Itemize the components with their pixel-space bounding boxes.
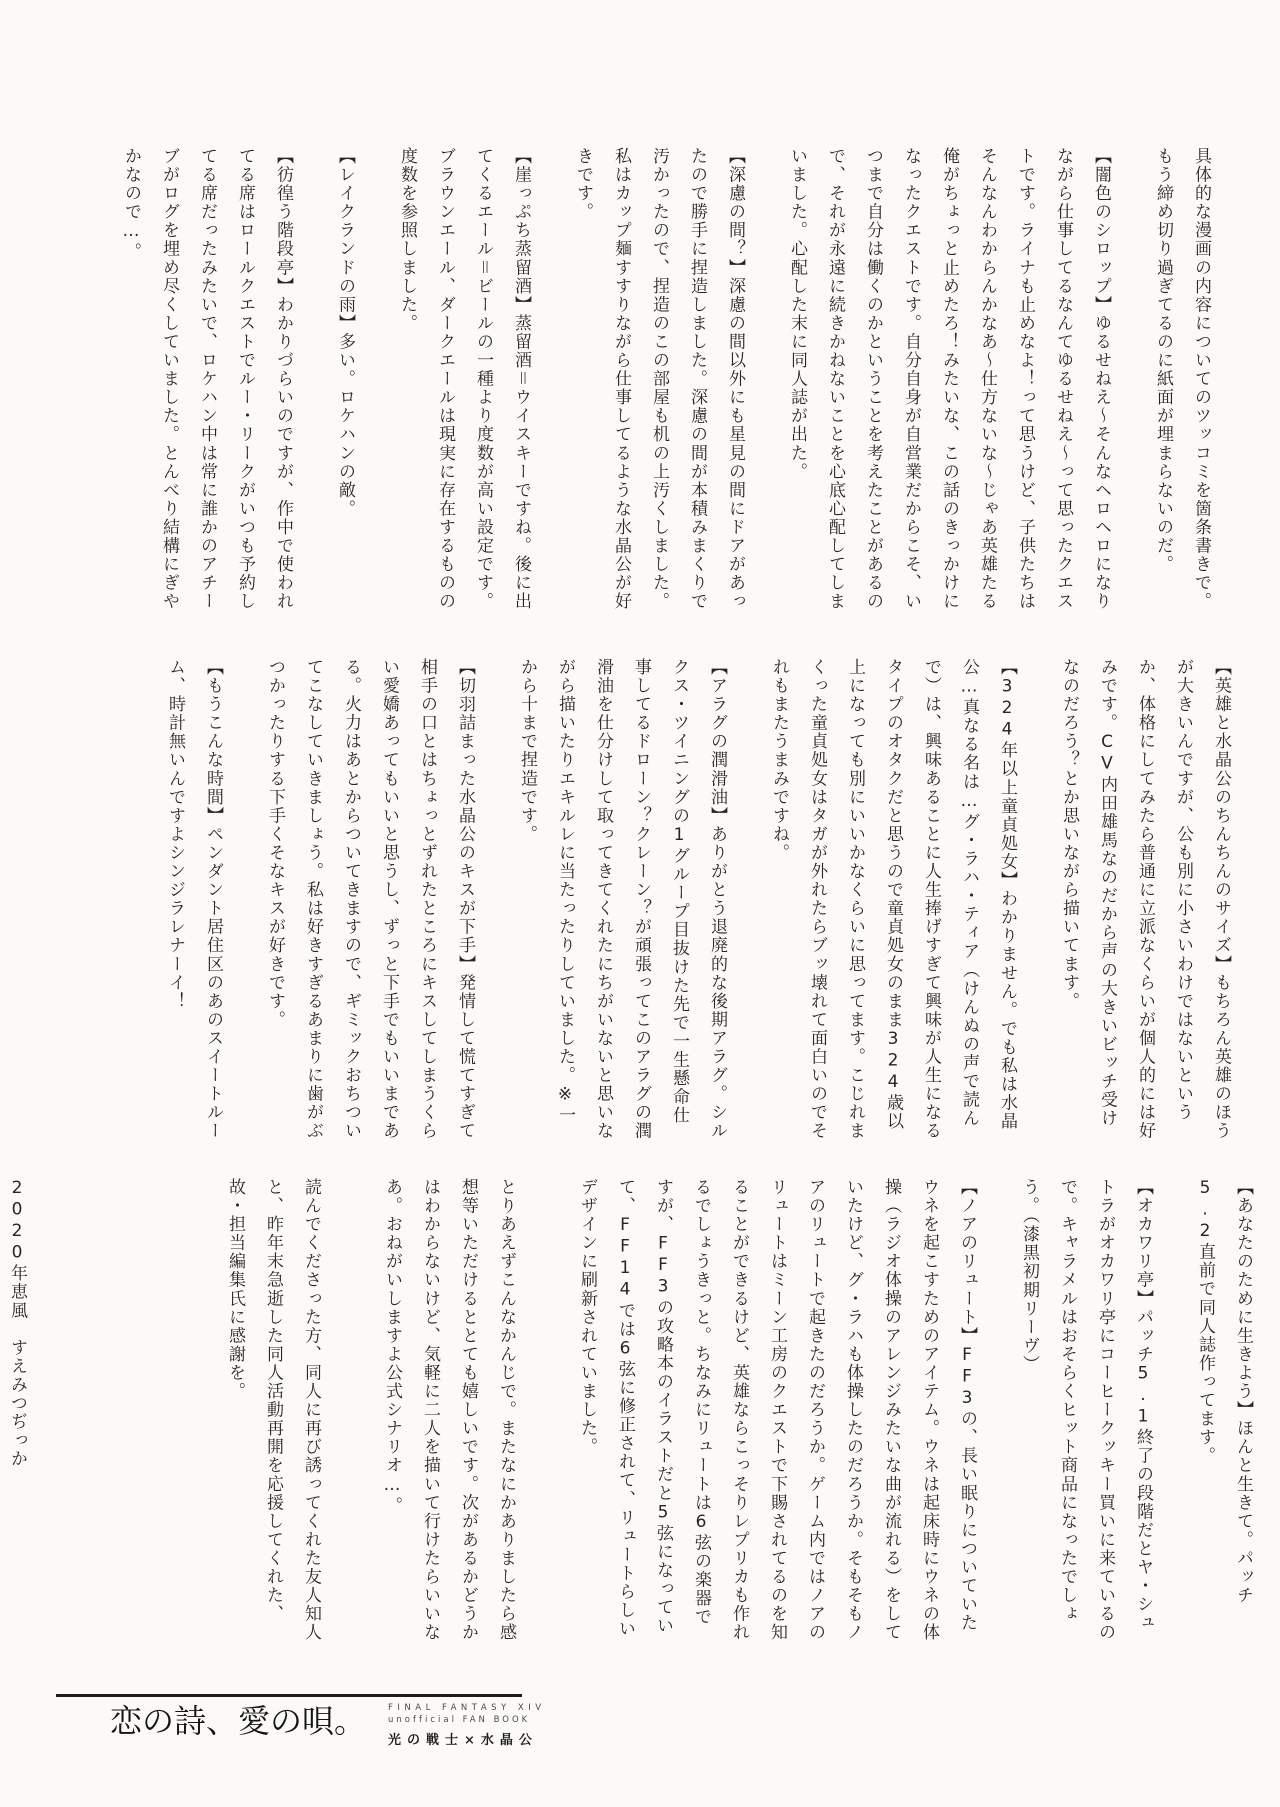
logo-divider-line (56, 1694, 522, 1697)
note-intro: 具体的な漫画の内容についてのツッコミを箇条書きで。もう締め切り過ぎてるのに紙面が埋まらないのだ。 (1153, 147, 1211, 611)
note-okawari-tei: 【オカワリ亭】パッチ5.1終了の段階だとヤ・シュトラがオカワリ亭にコーヒークッキー買いに来ているので。キャラメルはおそらくヒット商品になったでしょう。（漆黒初期リーヴ） (1019, 1178, 1153, 1642)
note-size-comparison: 【英雄と水晶公のちんちんのサイズ】もちろん英雄のほうが大きいんですが、公も別に小さいわけではないというか、体格にしてみたら普通に立派なくらいが個人的には好みです。CV内田雄馬なのだから声の大きいビッチ受けなのだろう？とか思いながら描いてます。 (1059, 658, 1231, 1141)
note-closing-remarks: とりあえずこんなかんじで。またなにかありましたら感想等いただけるととても嬉しいです。次があるかどうかはわからないけど、気軽に二人を描いて行けたらいいなあ。おねがいしますよ公式シナリオ…。 (382, 1178, 516, 1642)
book-title-logo: 恋の詩、愛の唄。 (110, 1702, 367, 1740)
note-acknowledgements: 読んでくださった方、同人に再び誘ってくれた友人知人と、昨年末急逝した同人活動再開を応援してくれた、故・担当編集氏に感謝を。 (225, 1178, 321, 1642)
note-noah-lute: 【ノアのリュート】FF3の、長い眠りについていたウネを起こすためのアイテム。ウネは起床時にウネの体操（ラジオ体操のアレンジみたいな曲が流れる）をしていたけど、グ・ラハも体操したのだろうか。そもそもノアのリュートで起きたのだろうか。ゲーム内ではノアのリュートはミーン工房のクエストで下賜されてるのを知ることができるけど、英雄ならこっそりレプリカも作れるでしょうきっと。ちなみにリュートは6弦の楽器ですが、FF3の攻略本のイラストだと5弦になっていて、FF14では6弦に修正されて、リュートらしいデザインに刷新されていました。 (577, 1178, 977, 1642)
logo-pairing-text: 光の戦士×水晶公 (388, 1733, 538, 1748)
book-logo-subtitle (388, 1703, 563, 1748)
note-look-at-the-time: 【もうこんな時間】ペンダント居住区のあのスイートルーム、時計無いんですよシンジラレナーイ！ (165, 658, 223, 1141)
note-dark-syrup: 【闇色のシロップ】ゆるせねえ〜そんなヘロヘロになりながら仕事してるなんてゆるせねえ〜って思ったクエストです。ライナも止めなよ！って思うけど、子供たちはそんなんわからんかなあ〜仕方ないな〜じゃあ英雄たる俺がちょっと止めたろ！みたいな、この話のきっかけになったクエストです。自分自身が自営業だからこそ、いつまで自分は働くのかということを考えたことがあるので、それが永遠に続きかねないことを心底心配してしまいました。心配した末に同人誌が出た。 (787, 147, 1111, 611)
note-wandering-stairs: 【彷徨う階段亭】わかりづらいのですが、作中で使われてる席はロールクエストでルー・リークがいつも予約してる席だったみたいで、ロケハン中は常に誰かのアチーブがログを埋め尽くしていました。とんべり結構にぎやかなので…。 (121, 147, 293, 611)
author-signature: 2020年恵風 すえみつぢっか (7, 1178, 27, 1469)
note-clumsy-kiss: 【切羽詰まった水晶公のキスが下手】発情して慌てすぎて相手の口とはちょっとずれたところにキスしてしまうくらい愛嬌あってもいいと思うし、ずっと下手でもいいまである。火力はあとからついてきますので、ギミックおちついてこなしていきましょう。私は好きすぎるあまりに歯がぶつかったりする下手くそなキスが好きです。 (265, 658, 475, 1141)
logo-english-line-1: FINAL FANTASY XIV (388, 1703, 546, 1713)
note-lakeland-rain: 【レイクランドの雨】多い。ロケハンの敵。 (335, 147, 355, 518)
note-allagan-lubricant: 【アラグの潤滑油】ありがとう退廃的な後期アラグ。シルクス・ツイニングの1グループ目抜けた先で一生懸命仕事してるドローン？クレーン？が頑張ってこのアラグの潤滑油を仕分けして取ってきてくれたにちがいないと思いながら描いたりエキルレに当たったりしていました。※一から十まで捏造です。 (517, 658, 727, 1141)
text-band-middle (156, 658, 1240, 1143)
text-band-top (112, 147, 1220, 613)
note-cliffside-spirits: 【崖っぷち蒸留酒】蒸留酒＝ウイスキーですね。後に出てくるエール＝ビールの一種より度数が高い設定です。ブラウンエール、ダークエールは現実に存在するものの度数を参照しました。 (397, 147, 531, 611)
note-live-for-you: 【あなたのために生きよう】ほんと生きて。パッチ5.2直前で同人誌作ってます。 (1195, 1178, 1253, 1605)
note-chamber-of-prudence: 【深慮の間？】深慮の間以外にも星見の間にドアがあったので勝手に捏造しました。深慮の間が本積みまくりで汚かったので、捏造のこの部屋も机の上汚くしました。私はカップ麺すすりながら仕事してるような水晶公が好きです。 (573, 147, 745, 611)
text-band-bottom (7, 1178, 1262, 1644)
logo-english-line-2: unofficial FAN BOOK (388, 1715, 531, 1725)
note-324-years: 【324年以上童貞処女】わかりません。でも私は水晶公…真なる名は…グ・ラハ・ティア（けんぬの声で読んで）は、興味あることに人生捧げすぎて興味が人生になるタイプのオタクだと思うので童貞処女のまま324歳以上になっても別にいいかなくらいに思ってます。こじれまくった童貞処女はタガが外れたらブッ壊れて面白いのでそれもまたうまみですね。 (769, 658, 1017, 1141)
